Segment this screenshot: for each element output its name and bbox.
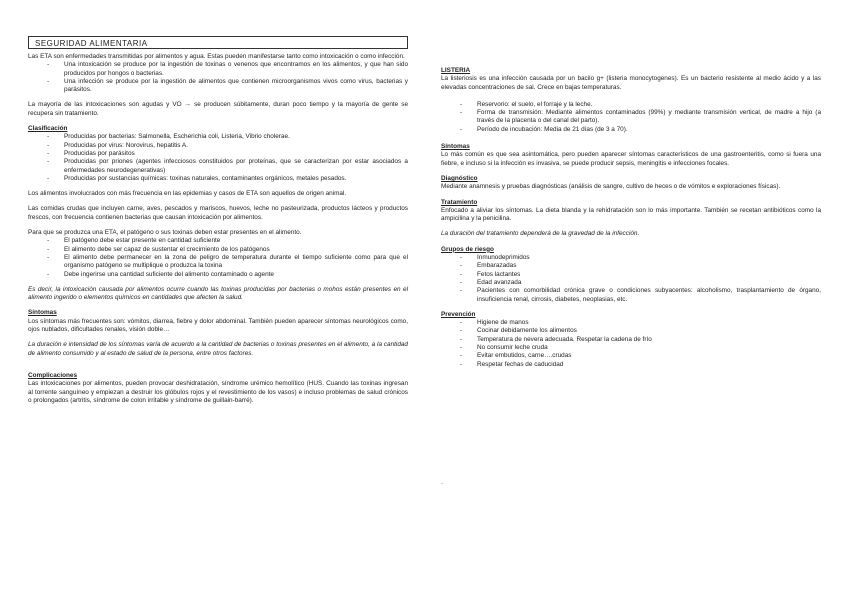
intro-list (28, 61, 408, 94)
duration-note: La duración e intensidad de los síntomas varía de acuerdo a la cantidad de bacterias o toxinas presentes en el alimento, a la cantidad de alimento consumido y al estado de salud de la persona, entre otros factores. (28, 341, 408, 357)
diagnosis-paragraph: Mediante anamnesis y pruebas diagnósticas (análisis de sangre, cultivo de heces o de vómitos e exploraciones físicas). (441, 183, 781, 191)
list-item: - El alimento debe ser capaz de sustentar el crecimiento de los patógenos (28, 246, 408, 254)
list-item: - Una infección se produce por la ingestión de alimentos que contienen microorganismos vivos como virus, bacterias y parásitos. (28, 78, 408, 95)
complications-heading: Complicaciones (28, 371, 78, 379)
list-item: - Respetar fechas de caducidad (441, 361, 821, 369)
list-item: - Producidas por virus: Norovirus, hepatitis A. (28, 142, 408, 150)
symptoms-heading: Síntomas (28, 309, 57, 317)
list-item: - Forma de transmisión: Mediante alimentos contaminados (99%) y mediante transmisión vertical, de madre a hijo (a través de la placenta o del canal del parto). (441, 109, 821, 126)
complications-paragraph: Las intoxicaciones por alimentos, pueden provocar deshidratación, síndrome urémico hemolítico (HUS. Cuando las toxinas ingresan al torrente sanguíneo y empiezan a destruir los glóbulos rojos y el revestimiento de los vasos) e incluso problemas de salud crónicos o prolongados (artritis, síndrome de colon irritable y síndrome de guillain-barré). (28, 380, 408, 404)
list-item: - Inmunodeprimidos (441, 254, 821, 262)
list-item: - Cocinar debidamente los alimentos (441, 327, 821, 335)
list-item: - El patógeno debe estar presente en cantidad suficiente (28, 237, 408, 245)
stray-dot: . (441, 479, 443, 486)
treatment-paragraph: Enfocado a aliviar los síntomas. La dieta blanda y la rehidratación son lo más importante. También se recetan antibióticos como la ampicilina y la penicilina. (441, 206, 821, 223)
foods-paragraph-1: Los alimentos involucrados con más frecuencia en las epidemias y casos de ETA son aquellos de origen animal. (28, 190, 347, 198)
list-item: - Evitar embutidos, carne….crudas (441, 352, 821, 360)
intro-paragraph: Las ETA son enfermedades transmitidas por alimentos y agua. Estas pueden manifestarse tanto como intoxicación o como infección. (28, 53, 405, 60)
listeria-heading: LISTERIA (441, 67, 471, 74)
classification-heading: Clasificación (28, 125, 68, 133)
conditions-intro: Para que se produzca una ETA, el patógeno o sus toxinas deben estar presentes en el alimento. (28, 229, 302, 237)
symptoms-paragraph: Los síntomas más frecuentes son: vómitos, diarrea, fiebre y dolor abdominal. También pueden aparecer síntomas neurológicos como, ojos nublados, dificultades renales, visión doble… (28, 317, 408, 334)
classification-list (28, 133, 408, 183)
risk-groups-list (441, 254, 821, 304)
list-item: - Una intoxicación se produce por la ingestión de toxinas o venenos que encontramos en los alimentos, y que han sido producidos por hongos o bacterias. (28, 61, 408, 78)
list-item: - Período de incubación: Media de 21 días (de 3 a 70). (441, 126, 821, 134)
list-item: - Fetos lactantes (441, 271, 821, 279)
listeria-list (441, 101, 821, 134)
risk-groups-heading: Grupos de riesgo (441, 245, 494, 253)
treatment-note: La duración del tratamiento dependerá de la gravedad de la infección. (441, 230, 640, 238)
prevention-list (441, 319, 821, 369)
list-item: - Debe ingerirse una cantidad suficiente del alimento contaminado o agente (28, 271, 408, 279)
foods-paragraph-2: Las comidas crudas que incluyen carne, aves, pescados y mariscos, huevos, leche no pasteurizada, productos lácteos y productos frescos, con frecuencia contienen bacterias que causan intoxicación por alimentos. (28, 205, 408, 221)
list-item: - Producidas por bacterias: Salmonella, Escherichia coli, Listeria, Vibrio cholerae. (28, 133, 408, 141)
listeria-paragraph: La listeriosis es una infección causada por un bacilo g+ (listeria monocytogenes). Es un bacterio resistente al medio ácido y a las elevadas concentraciones de sal. Crece en bajas temperaturas. (441, 75, 821, 91)
listeria-symptoms-paragraph: Lo más común es que sea asintomática, pero pueden aparecer síntomas característicos de una gastroenteritis, como si fuera una fiebre, e incluso si la infección es invasiva, se puede producir sepsis, meningitis e infecciones focales. (441, 151, 821, 167)
treatment-heading: Tratamiento (441, 198, 478, 206)
list-item: - El alimento debe permanecer en la zona de peligro de temperatura durante el tiempo suficiente como para que el organismo patógeno se multiplique o produzca la toxina (28, 254, 408, 271)
list-item: - Producidas por priones (agentes infecciosos constituidos por proteínas, que se caracterizan por estar asociados a enfermedades neurodegenerativas) (28, 158, 408, 175)
left-column (28, 36, 408, 412)
conditions-list (28, 237, 408, 278)
onset-paragraph: La mayoría de las intoxicaciones son agudas y VO → se producen súbitamente, duran poco tiempo y la mayoría de gente se recupera sin tratamiento. (28, 101, 408, 117)
list-item: - Pacientes con comorbilidad crónica grave o condiciones subyacentes: alcoholismo, trasplantamiento de órgano, insuficiencia renal, cirrosis, diabetes, neoplasias, etc. (441, 287, 821, 304)
list-item: - Temperatura de nevera adecuada. Respetar la cadena de frío (441, 336, 821, 344)
list-item: - Producidas por sustancias químicas: toxinas naturales, contaminantes orgánicos, metales pesados. (28, 175, 408, 183)
page-title: SEGURIDAD ALIMENTARIA (28, 36, 408, 49)
list-item: - Producidas por parásitos (28, 150, 408, 158)
list-item: - Edad avanzada (441, 279, 821, 287)
list-item: - Reservorio: el suelo, el forraje y la leche. (441, 101, 821, 109)
right-column (441, 67, 821, 376)
list-item: - Embarazadas (441, 262, 821, 270)
list-item: - No consumir leche cruda (441, 344, 821, 352)
intoxication-note: Es decir, la intoxicación causada por alimentos ocurre cuando las toxinas producidas por bacterias o mohos están presentes en el alimento ingerido o elementos químicos en cantidades que afecten la salud. (28, 285, 408, 302)
prevention-heading: Prevención (441, 310, 476, 318)
list-item: - Higiene de manos (441, 319, 821, 327)
diagnosis-heading: Diagnóstico (441, 174, 478, 182)
listeria-symptoms-heading: Síntomas (441, 143, 470, 151)
